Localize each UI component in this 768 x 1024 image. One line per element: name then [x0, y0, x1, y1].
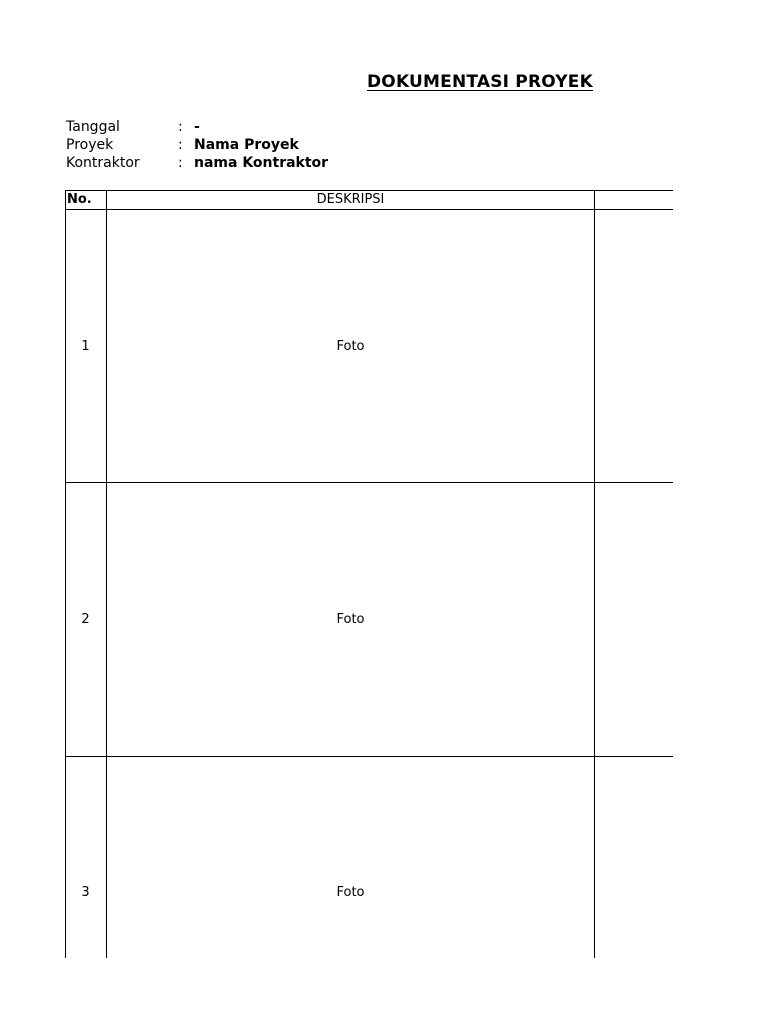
column-divider-no: [106, 190, 107, 958]
row-number: 2: [81, 612, 90, 627]
photo-placeholder: Foto: [336, 339, 365, 354]
info-label: Proyek: [66, 137, 114, 153]
column-header-no: No.: [67, 192, 92, 207]
info-label: Tanggal: [66, 119, 120, 135]
column-header-deskripsi: DESKRIPSI: [316, 192, 385, 207]
info-colon: :: [178, 119, 183, 135]
info-label: Kontraktor: [66, 155, 140, 171]
info-colon: :: [178, 155, 183, 171]
info-value: Nama Proyek: [194, 137, 299, 153]
header-bottom-border: [65, 209, 673, 210]
row-divider: [65, 482, 673, 483]
row-number: 1: [81, 339, 90, 354]
photo-placeholder: Foto: [336, 885, 365, 900]
page-title: DOKUMENTASI PROYEK: [366, 72, 593, 92]
row-divider: [65, 756, 673, 757]
table-left-border: [65, 190, 66, 958]
photo-placeholder: Foto: [336, 612, 365, 627]
info-colon: :: [178, 137, 183, 153]
column-divider-desc: [594, 190, 595, 958]
info-value: nama Kontraktor: [194, 155, 329, 171]
row-number: 3: [81, 885, 90, 900]
info-value: -: [194, 119, 200, 135]
